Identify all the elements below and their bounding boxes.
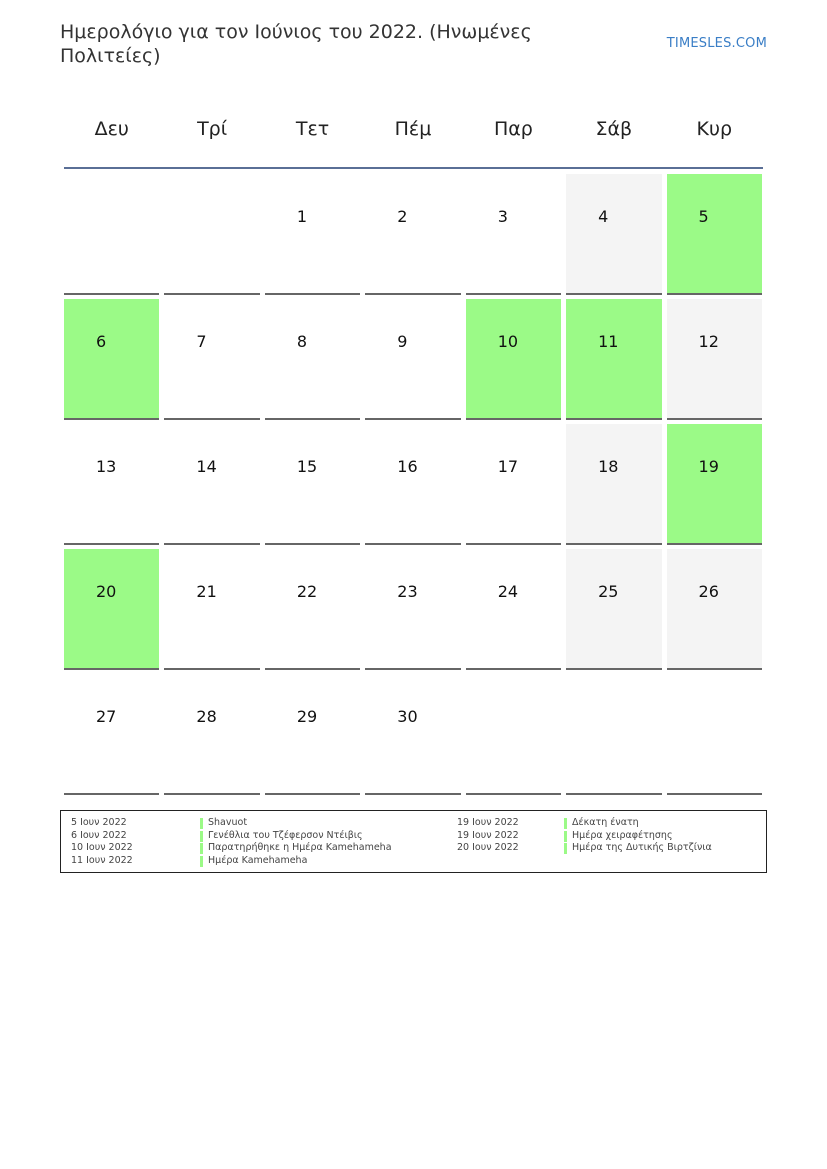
day-cell-23[interactable]: [365, 549, 460, 670]
day-cell-24[interactable]: [466, 549, 561, 670]
day-cell-29[interactable]: [265, 674, 360, 795]
day-number: 7: [196, 332, 207, 351]
legend-holiday: [564, 830, 712, 843]
holiday-color-marker: [200, 856, 203, 867]
day-number: 13: [96, 457, 117, 476]
brand-link[interactable]: TIMESLES.COM: [666, 36, 767, 51]
day-number: 8: [296, 332, 308, 351]
weekday-thu: Πέμ: [394, 118, 432, 140]
day-number: 3: [497, 207, 508, 226]
weekday-header: [64, 110, 763, 150]
day-number: 14: [196, 457, 217, 476]
holiday-legend: [60, 810, 767, 873]
legend-date: 20 Ιουν 2022: [457, 842, 519, 853]
legend-holiday-name: Ημέρα χειραφέτησης: [572, 829, 673, 841]
legend-date: 11 Ιουν 2022: [71, 854, 133, 866]
day-number: 26: [698, 582, 719, 601]
day-number: 22: [296, 582, 318, 601]
day-cell-21[interactable]: [164, 549, 259, 670]
legend-names-left: [200, 817, 392, 867]
day-cell-19[interactable]: [667, 424, 762, 545]
calendar-grid: [64, 174, 763, 795]
empty-cell: [164, 174, 259, 295]
day-cell-3[interactable]: [466, 174, 561, 295]
day-number: 30: [397, 707, 418, 726]
day-number: 27: [96, 707, 117, 726]
day-cell-10[interactable]: [466, 299, 561, 420]
empty-cell: [667, 674, 762, 795]
day-cell-13[interactable]: [64, 424, 159, 545]
day-cell-30[interactable]: [365, 674, 460, 795]
day-cell-22[interactable]: [265, 549, 360, 670]
holiday-color-marker: [564, 818, 567, 829]
legend-holiday-name: Ημέρα της Δυτικής Βιρτζίνια: [572, 842, 712, 853]
day-number: 18: [598, 457, 619, 476]
holiday-color-marker: [200, 831, 203, 842]
legend-holiday: [200, 830, 392, 843]
day-number: 2: [397, 207, 408, 226]
day-number: 11: [598, 332, 619, 351]
legend-holiday: [200, 855, 392, 868]
day-cell-15[interactable]: [265, 424, 360, 545]
day-cell-14[interactable]: [164, 424, 259, 545]
day-cell-16[interactable]: [365, 424, 460, 545]
day-cell-6[interactable]: [64, 299, 159, 420]
legend-date: 19 Ιουν 2022: [457, 817, 519, 828]
day-number: 29: [296, 707, 318, 726]
day-cell-18[interactable]: [566, 424, 661, 545]
legend-holiday: [200, 842, 392, 855]
day-cell-5[interactable]: [667, 174, 762, 295]
weekday-wed: Τετ: [295, 118, 330, 140]
legend-holiday-name: Παρατηρήθηκε η Ημέρα Kamehameha: [208, 842, 392, 853]
legend-names-right: [564, 817, 712, 855]
day-number: 6: [96, 332, 107, 351]
day-number: 9: [397, 332, 408, 351]
legend-dates-right: [457, 817, 519, 855]
day-cell-7[interactable]: [164, 299, 259, 420]
legend-holiday-name: Γενέθλια του Τζέφερσον Ντέιβις: [208, 829, 363, 841]
empty-cell: [566, 674, 661, 795]
legend-date: 10 Ιουν 2022: [71, 842, 133, 853]
day-cell-26[interactable]: [667, 549, 762, 670]
legend-holiday-name: Ημέρα Kamehameha: [208, 854, 308, 866]
day-cell-9[interactable]: [365, 299, 460, 420]
weekday-sun: Κυρ: [696, 118, 732, 140]
day-cell-8[interactable]: [265, 299, 360, 420]
legend-date: 5 Ιουν 2022: [71, 817, 127, 828]
day-cell-4[interactable]: [566, 174, 661, 295]
legend-holiday: [564, 842, 712, 855]
day-cell-1[interactable]: [265, 174, 360, 295]
day-number: 19: [698, 457, 719, 476]
holiday-color-marker: [200, 843, 203, 854]
holiday-color-marker: [564, 843, 567, 854]
day-number: 16: [397, 457, 418, 476]
day-cell-20[interactable]: [64, 549, 159, 670]
day-cell-11[interactable]: [566, 299, 661, 420]
holiday-color-marker: [564, 831, 567, 842]
legend-date: 19 Ιουν 2022: [457, 829, 519, 841]
weekday-tue: Τρί: [197, 118, 228, 140]
day-cell-28[interactable]: [164, 674, 259, 795]
day-number: 4: [598, 207, 609, 226]
day-cell-12[interactable]: [667, 299, 762, 420]
day-cell-27[interactable]: [64, 674, 159, 795]
day-number: 24: [497, 582, 519, 601]
legend-holiday-name: Δέκατη ένατη: [572, 817, 639, 828]
day-number: 25: [598, 582, 619, 601]
legend-holiday: [200, 817, 392, 830]
day-number: 17: [497, 457, 519, 476]
day-number: 10: [497, 332, 519, 351]
legend-date: 6 Ιουν 2022: [71, 829, 127, 841]
day-cell-17[interactable]: [466, 424, 561, 545]
legend-dates-left: [71, 817, 133, 867]
weekday-sat: Σάβ: [595, 118, 633, 140]
page-title: Ημερολόγιο για τον Ιούνιος του 2022. (Ηνωμένες Πολιτείες): [60, 21, 532, 67]
empty-cell: [466, 674, 561, 795]
day-number: 28: [196, 707, 217, 726]
day-number: 20: [96, 582, 117, 601]
weekday-fri: Παρ: [493, 118, 533, 140]
day-number: 23: [397, 582, 418, 601]
header-divider: [64, 167, 763, 169]
day-cell-2[interactable]: [365, 174, 460, 295]
legend-holiday: [564, 817, 712, 830]
day-number: 15: [296, 457, 318, 476]
empty-cell: [64, 174, 159, 295]
day-number: 12: [698, 332, 719, 351]
weekday-mon: Δευ: [94, 118, 129, 140]
day-number: 1: [296, 207, 308, 226]
legend-holiday-name: Shavuot: [208, 817, 248, 828]
day-number: 21: [196, 582, 217, 601]
holiday-color-marker: [200, 818, 203, 829]
day-cell-25[interactable]: [566, 549, 661, 670]
day-number: 5: [698, 207, 709, 226]
